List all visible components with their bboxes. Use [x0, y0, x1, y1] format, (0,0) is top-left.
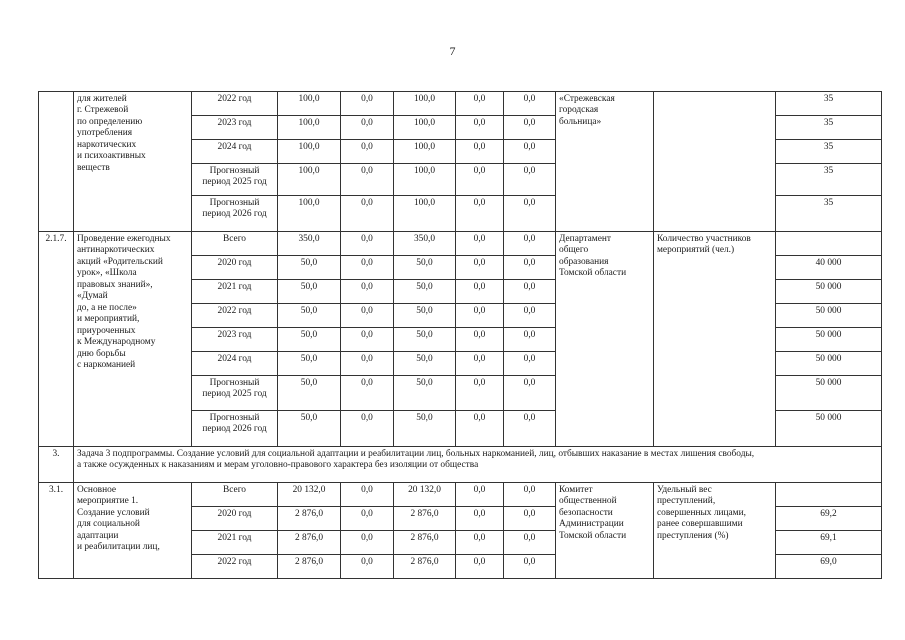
funding-fb-cell: 0,0	[341, 232, 394, 256]
funding-ob-cell: 2 876,0	[394, 531, 456, 555]
funding-ob-cell: 100,0	[394, 140, 456, 164]
funding-fb-cell: 0,0	[341, 531, 394, 555]
funding-mb-cell: 0,0	[456, 328, 504, 352]
funding-vb-cell: 0,0	[504, 140, 556, 164]
funding-mb-cell: 0,0	[456, 304, 504, 328]
period-cell: 2021 год	[192, 531, 278, 555]
funding-ob-cell: 100,0	[394, 92, 456, 116]
funding-vb-cell: 0,0	[504, 555, 556, 579]
funding-vb-cell: 0,0	[504, 352, 556, 376]
funding-vb-cell: 0,0	[504, 376, 556, 411]
funding-vb-cell: 0,0	[504, 92, 556, 116]
period-cell: Прогнозный период 2026 год	[192, 196, 278, 232]
funding-fb-cell: 0,0	[341, 196, 394, 232]
funding-vb-cell: 0,0	[504, 164, 556, 196]
funding-ob-cell: 50,0	[394, 411, 456, 447]
funding-mb-cell: 0,0	[456, 280, 504, 304]
funding-total-cell: 2 876,0	[278, 531, 341, 555]
funding-ob-cell: 2 876,0	[394, 555, 456, 579]
activity-code-cell	[39, 92, 74, 232]
funding-total-cell: 100,0	[278, 116, 341, 140]
funding-total-cell: 50,0	[278, 256, 341, 280]
funding-mb-cell: 0,0	[456, 164, 504, 196]
table-row	[39, 232, 882, 256]
indicator-value-cell: 50 000	[776, 280, 882, 304]
funding-fb-cell: 0,0	[341, 411, 394, 447]
program-activities-table	[38, 91, 882, 579]
funding-vb-cell: 0,0	[504, 116, 556, 140]
funding-vb-cell: 0,0	[504, 280, 556, 304]
funding-total-cell: 50,0	[278, 352, 341, 376]
funding-fb-cell: 0,0	[341, 483, 394, 507]
funding-total-cell: 50,0	[278, 411, 341, 447]
funding-mb-cell: 0,0	[456, 196, 504, 232]
executor-cell: «Стрежевская городская больница»	[556, 92, 654, 232]
funding-mb-cell: 0,0	[456, 256, 504, 280]
indicator-value-cell: 35	[776, 116, 882, 140]
period-cell: 2023 год	[192, 116, 278, 140]
funding-total-cell: 50,0	[278, 328, 341, 352]
funding-total-cell: 2 876,0	[278, 555, 341, 579]
funding-ob-cell: 50,0	[394, 256, 456, 280]
funding-ob-cell: 50,0	[394, 352, 456, 376]
task-code-cell: 3.	[39, 447, 74, 483]
activity-code-cell: 3.1.	[39, 483, 74, 579]
period-cell: 2020 год	[192, 256, 278, 280]
period-cell: 2021 год	[192, 280, 278, 304]
activity-name-cell: для жителей г. Стрежевой по определению употребления наркотических и психоактивных веществ	[74, 92, 192, 232]
period-cell: Всего	[192, 232, 278, 256]
funding-fb-cell: 0,0	[341, 280, 394, 304]
task-row	[39, 447, 882, 483]
activity-code-cell: 2.1.7.	[39, 232, 74, 447]
indicator-value-cell: 35	[776, 140, 882, 164]
funding-total-cell: 100,0	[278, 196, 341, 232]
funding-ob-cell: 350,0	[394, 232, 456, 256]
funding-mb-cell: 0,0	[456, 411, 504, 447]
funding-fb-cell: 0,0	[341, 256, 394, 280]
funding-ob-cell: 50,0	[394, 280, 456, 304]
funding-fb-cell: 0,0	[341, 140, 394, 164]
period-cell: 2022 год	[192, 555, 278, 579]
funding-mb-cell: 0,0	[456, 507, 504, 531]
period-cell: Всего	[192, 483, 278, 507]
indicator-value-cell	[776, 483, 882, 507]
indicator-value-cell: 35	[776, 164, 882, 196]
funding-total-cell: 350,0	[278, 232, 341, 256]
period-cell: Прогнозный период 2025 год	[192, 164, 278, 196]
funding-total-cell: 50,0	[278, 280, 341, 304]
period-cell: 2023 год	[192, 328, 278, 352]
funding-fb-cell: 0,0	[341, 92, 394, 116]
funding-mb-cell: 0,0	[456, 352, 504, 376]
funding-vb-cell: 0,0	[504, 328, 556, 352]
table-row	[39, 92, 882, 116]
period-cell: 2020 год	[192, 507, 278, 531]
funding-total-cell: 2 876,0	[278, 507, 341, 531]
funding-vb-cell: 0,0	[504, 256, 556, 280]
period-cell: Прогнозный период 2025 год	[192, 376, 278, 411]
funding-ob-cell: 50,0	[394, 328, 456, 352]
indicator-value-cell: 69,1	[776, 531, 882, 555]
funding-mb-cell: 0,0	[456, 555, 504, 579]
funding-total-cell: 100,0	[278, 140, 341, 164]
period-cell: Прогнозный период 2026 год	[192, 411, 278, 447]
indicator-value-cell: 50 000	[776, 376, 882, 411]
period-cell: 2022 год	[192, 92, 278, 116]
funding-fb-cell: 0,0	[341, 352, 394, 376]
funding-ob-cell: 100,0	[394, 164, 456, 196]
funding-vb-cell: 0,0	[504, 411, 556, 447]
table-row	[39, 483, 882, 507]
executor-cell: Департамент общего образования Томской области	[556, 232, 654, 447]
funding-fb-cell: 0,0	[341, 376, 394, 411]
funding-ob-cell: 2 876,0	[394, 507, 456, 531]
funding-mb-cell: 0,0	[456, 531, 504, 555]
funding-fb-cell: 0,0	[341, 555, 394, 579]
indicator-value-cell: 50 000	[776, 304, 882, 328]
funding-vb-cell: 0,0	[504, 483, 556, 507]
indicator-value-cell: 50 000	[776, 328, 882, 352]
funding-fb-cell: 0,0	[341, 116, 394, 140]
funding-mb-cell: 0,0	[456, 232, 504, 256]
funding-total-cell: 50,0	[278, 376, 341, 411]
indicator-value-cell: 40 000	[776, 256, 882, 280]
funding-total-cell: 50,0	[278, 304, 341, 328]
funding-vb-cell: 0,0	[504, 507, 556, 531]
funding-total-cell: 100,0	[278, 92, 341, 116]
page-number: 7	[449, 44, 456, 58]
funding-ob-cell: 20 132,0	[394, 483, 456, 507]
funding-ob-cell: 50,0	[394, 304, 456, 328]
funding-mb-cell: 0,0	[456, 140, 504, 164]
funding-mb-cell: 0,0	[456, 376, 504, 411]
funding-mb-cell: 0,0	[456, 116, 504, 140]
funding-mb-cell: 0,0	[456, 483, 504, 507]
funding-mb-cell: 0,0	[456, 92, 504, 116]
funding-ob-cell: 100,0	[394, 196, 456, 232]
executor-cell: Комитет общественной безопасности Администрации Томской области	[556, 483, 654, 579]
task-text-cell: Задача 3 подпрограммы. Создание условий для социальной адаптации и реабилитации лиц, больных наркоманией, лиц, отбывших наказание в местах лишения свободы, а также осужденных к наказаниям и мерам уголовно-правового характера без изоляции от общества	[74, 447, 882, 483]
period-cell: 2022 год	[192, 304, 278, 328]
indicator-value-cell: 50 000	[776, 411, 882, 447]
indicator-cell: Удельный вес преступлений, совершенных лицами, ранее совершавшими преступления (%)	[654, 483, 776, 579]
indicator-value-cell: 50 000	[776, 352, 882, 376]
funding-fb-cell: 0,0	[341, 164, 394, 196]
funding-total-cell: 100,0	[278, 164, 341, 196]
period-cell: 2024 год	[192, 140, 278, 164]
indicator-value-cell: 69,0	[776, 555, 882, 579]
funding-fb-cell: 0,0	[341, 328, 394, 352]
funding-ob-cell: 100,0	[394, 116, 456, 140]
indicator-cell	[654, 92, 776, 232]
funding-ob-cell: 50,0	[394, 376, 456, 411]
activity-name-cell: Основное мероприятие 1. Создание условий для социальной адаптации и реабилитации лиц,	[74, 483, 192, 579]
funding-vb-cell: 0,0	[504, 531, 556, 555]
funding-vb-cell: 0,0	[504, 304, 556, 328]
period-cell: 2024 год	[192, 352, 278, 376]
funding-total-cell: 20 132,0	[278, 483, 341, 507]
indicator-value-cell: 35	[776, 196, 882, 232]
indicator-cell: Количество участников мероприятий (чел.)	[654, 232, 776, 447]
funding-fb-cell: 0,0	[341, 507, 394, 531]
indicator-value-cell	[776, 232, 882, 256]
indicator-value-cell: 69,2	[776, 507, 882, 531]
funding-fb-cell: 0,0	[341, 304, 394, 328]
activity-name-cell: Проведение ежегодных антинаркотических акций «Родительский урок», «Школа правовых знаний», «Думай до, а не после» и мероприятий, приуроченных к Международному дню борьбы с наркоманией	[74, 232, 192, 447]
funding-vb-cell: 0,0	[504, 196, 556, 232]
indicator-value-cell: 35	[776, 92, 882, 116]
funding-vb-cell: 0,0	[504, 232, 556, 256]
